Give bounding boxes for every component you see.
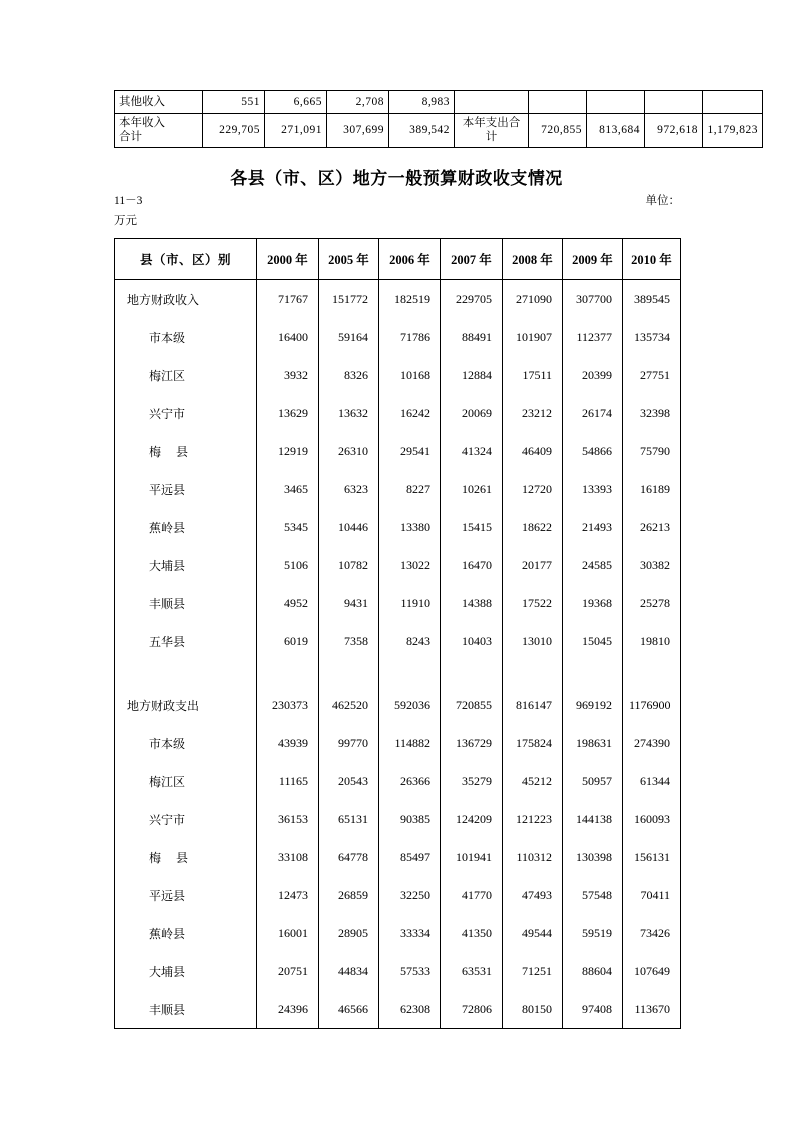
- cell-value: 99770: [319, 724, 379, 762]
- table-row: [115, 546, 681, 584]
- row-label: 梅江区: [115, 356, 257, 394]
- cell-value: 15415: [441, 508, 503, 546]
- section-label: 地方财政收入: [115, 280, 257, 319]
- cell-value: 20177: [503, 546, 563, 584]
- cell-value: 12473: [257, 876, 319, 914]
- row-label: 五华县: [115, 622, 257, 660]
- spacer-cell: [319, 660, 379, 686]
- row-label: 市本级: [115, 318, 257, 356]
- cell-value: 29541: [379, 432, 441, 470]
- table-row: [115, 508, 681, 546]
- cell-value: 33108: [257, 838, 319, 876]
- cell-value: 592036: [379, 686, 441, 724]
- row-label: 丰顺县: [115, 584, 257, 622]
- row-label: 蕉岭县: [115, 914, 257, 952]
- cell-value: 10446: [319, 508, 379, 546]
- cell-value: 63531: [441, 952, 503, 990]
- cell-value: 24585: [563, 546, 623, 584]
- cell-value: 26174: [563, 394, 623, 432]
- cell-value: 121223: [503, 800, 563, 838]
- table-row: [115, 686, 681, 724]
- cell-value: 816147: [503, 686, 563, 724]
- cell-value: 136729: [441, 724, 503, 762]
- cell-value: 57548: [563, 876, 623, 914]
- cell-value: 10168: [379, 356, 441, 394]
- cell-value: 307,699: [327, 114, 389, 148]
- cell-value: 24396: [257, 990, 319, 1029]
- table-row: [115, 114, 763, 148]
- cell-value: 20399: [563, 356, 623, 394]
- cell-value: 26213: [623, 508, 681, 546]
- column-header: 2000 年: [257, 239, 319, 280]
- top-table: [114, 90, 763, 148]
- cell-value: 59519: [563, 914, 623, 952]
- table-row: [115, 91, 763, 114]
- cell-value: 71251: [503, 952, 563, 990]
- cell-value: 13010: [503, 622, 563, 660]
- cell-value: 49544: [503, 914, 563, 952]
- spacer-cell: [623, 660, 681, 686]
- row-label: [115, 114, 203, 148]
- row-label: 兴宁市: [115, 394, 257, 432]
- row-label: 市本级: [115, 724, 257, 762]
- cell-value: 41350: [441, 914, 503, 952]
- table-row: [115, 838, 681, 876]
- cell-value: 13380: [379, 508, 441, 546]
- cell-value: 14388: [441, 584, 503, 622]
- cell-value: 27751: [623, 356, 681, 394]
- cell-value: 20751: [257, 952, 319, 990]
- cell-value: 16001: [257, 914, 319, 952]
- row-label: 梅江区: [115, 762, 257, 800]
- table-spacer-row: [115, 660, 681, 686]
- cell-value: 20069: [441, 394, 503, 432]
- row-label: 平远县: [115, 470, 257, 508]
- cell-value: 389,542: [389, 114, 455, 148]
- cell-value: 45212: [503, 762, 563, 800]
- cell-value: 80150: [503, 990, 563, 1029]
- cell-value: 11165: [257, 762, 319, 800]
- cell-value: 5106: [257, 546, 319, 584]
- cell-value: 124209: [441, 800, 503, 838]
- cell-value: 10782: [319, 546, 379, 584]
- cell-value: 720855: [441, 686, 503, 724]
- cell-value: 2,708: [327, 91, 389, 114]
- cell-value: 30382: [623, 546, 681, 584]
- cell-value: 70411: [623, 876, 681, 914]
- table-row: [115, 914, 681, 952]
- cell-value: [645, 91, 703, 114]
- cell-value: 97408: [563, 990, 623, 1029]
- main-table-container: [114, 238, 680, 1029]
- cell-value: 65131: [319, 800, 379, 838]
- spacer-cell: [503, 660, 563, 686]
- cell-value: 112377: [563, 318, 623, 356]
- page-title: 各县（市、区）地方一般预算财政收支情况: [230, 169, 563, 188]
- row-label-line1: 本年收入: [119, 117, 165, 129]
- finance-table: [114, 238, 681, 1029]
- column-header: 2005 年: [319, 239, 379, 280]
- cell-value: 15045: [563, 622, 623, 660]
- table-row: [115, 800, 681, 838]
- cell-value: [587, 91, 645, 114]
- cell-value: 13629: [257, 394, 319, 432]
- cell-value: 1,179,823: [703, 114, 763, 148]
- cell-value: 61344: [623, 762, 681, 800]
- cell-value: 26310: [319, 432, 379, 470]
- cell-value: 32398: [623, 394, 681, 432]
- cell-value: 71786: [379, 318, 441, 356]
- cell-value: 462520: [319, 686, 379, 724]
- cell-value: 6,665: [265, 91, 327, 114]
- row-label: 梅 县: [115, 838, 257, 876]
- cell-value: 19368: [563, 584, 623, 622]
- cell-value: 57533: [379, 952, 441, 990]
- cell-value: 19810: [623, 622, 681, 660]
- cell-value: 71767: [257, 280, 319, 319]
- table-row: [115, 356, 681, 394]
- cell-value: 10261: [441, 470, 503, 508]
- cell-value: 36153: [257, 800, 319, 838]
- row-right-label: 本年支出合计: [455, 114, 529, 148]
- table-row: [115, 724, 681, 762]
- cell-value: 972,618: [645, 114, 703, 148]
- cell-value: 88491: [441, 318, 503, 356]
- cell-value: 229,705: [203, 114, 265, 148]
- cell-value: 11910: [379, 584, 441, 622]
- cell-value: 8243: [379, 622, 441, 660]
- cell-value: 101941: [441, 838, 503, 876]
- cell-value: 720,855: [529, 114, 587, 148]
- cell-value: 73426: [623, 914, 681, 952]
- unit-value: 万元: [114, 215, 137, 227]
- cell-value: 16189: [623, 470, 681, 508]
- cell-value: 59164: [319, 318, 379, 356]
- cell-value: 230373: [257, 686, 319, 724]
- cell-value: 13632: [319, 394, 379, 432]
- cell-value: 28905: [319, 914, 379, 952]
- cell-value: 813,684: [587, 114, 645, 148]
- cell-value: 144138: [563, 800, 623, 838]
- cell-value: 5345: [257, 508, 319, 546]
- cell-value: 64778: [319, 838, 379, 876]
- table-row: [115, 990, 681, 1029]
- row-label: 大埔县: [115, 952, 257, 990]
- spacer-cell: [257, 660, 319, 686]
- spacer-cell: [563, 660, 623, 686]
- cell-value: 16242: [379, 394, 441, 432]
- cell-value: 198631: [563, 724, 623, 762]
- table-row: [115, 876, 681, 914]
- table-row: [115, 280, 681, 319]
- cell-value: 88604: [563, 952, 623, 990]
- cell-value: 90385: [379, 800, 441, 838]
- cell-value: 75790: [623, 432, 681, 470]
- spacer-cell: [379, 660, 441, 686]
- cell-value: 21493: [563, 508, 623, 546]
- cell-value: 12720: [503, 470, 563, 508]
- cell-value: 7358: [319, 622, 379, 660]
- cell-value: 13393: [563, 470, 623, 508]
- cell-value: 101907: [503, 318, 563, 356]
- row-right-label: [455, 91, 529, 114]
- continued-table: [114, 90, 758, 148]
- cell-value: 26859: [319, 876, 379, 914]
- cell-value: 32250: [379, 876, 441, 914]
- cell-value: 1176900: [623, 686, 681, 724]
- cell-value: 3465: [257, 470, 319, 508]
- cell-value: 229705: [441, 280, 503, 319]
- unit-label: 单位：: [645, 195, 680, 207]
- cell-value: 46566: [319, 990, 379, 1029]
- table-row: [115, 584, 681, 622]
- cell-value: 46409: [503, 432, 563, 470]
- cell-value: 41770: [441, 876, 503, 914]
- cell-value: 17522: [503, 584, 563, 622]
- cell-value: 8,983: [389, 91, 455, 114]
- column-header: 2008 年: [503, 239, 563, 280]
- row-label: 兴宁市: [115, 800, 257, 838]
- cell-value: 271090: [503, 280, 563, 319]
- cell-value: 969192: [563, 686, 623, 724]
- section-label: 地方财政支出: [115, 686, 257, 724]
- cell-value: 274390: [623, 724, 681, 762]
- table-number: 11－3: [114, 195, 143, 207]
- cell-value: 8326: [319, 356, 379, 394]
- cell-value: 23212: [503, 394, 563, 432]
- cell-value: 6323: [319, 470, 379, 508]
- table-row: [115, 318, 681, 356]
- table-row: [115, 762, 681, 800]
- cell-value: 16400: [257, 318, 319, 356]
- cell-value: 13022: [379, 546, 441, 584]
- cell-value: 33334: [379, 914, 441, 952]
- cell-value: 50957: [563, 762, 623, 800]
- table-row: [115, 432, 681, 470]
- column-header: 2007 年: [441, 239, 503, 280]
- cell-value: 182519: [379, 280, 441, 319]
- cell-value: 17511: [503, 356, 563, 394]
- cell-value: 54866: [563, 432, 623, 470]
- table-row: [115, 622, 681, 660]
- cell-value: 44834: [319, 952, 379, 990]
- cell-value: 107649: [623, 952, 681, 990]
- cell-value: 130398: [563, 838, 623, 876]
- row-label: 梅 县: [115, 432, 257, 470]
- cell-value: 16470: [441, 546, 503, 584]
- row-label: 大埔县: [115, 546, 257, 584]
- row-label: 丰顺县: [115, 990, 257, 1029]
- cell-value: 12884: [441, 356, 503, 394]
- cell-value: 135734: [623, 318, 681, 356]
- table-row: [115, 394, 681, 432]
- cell-value: 110312: [503, 838, 563, 876]
- column-header: 2009 年: [563, 239, 623, 280]
- row-label: 平远县: [115, 876, 257, 914]
- cell-value: 10403: [441, 622, 503, 660]
- table-header-row: [115, 239, 681, 280]
- cell-value: 160093: [623, 800, 681, 838]
- cell-value: 156131: [623, 838, 681, 876]
- cell-value: 151772: [319, 280, 379, 319]
- column-header: 2006 年: [379, 239, 441, 280]
- cell-value: 4952: [257, 584, 319, 622]
- cell-value: 12919: [257, 432, 319, 470]
- cell-value: 551: [203, 91, 265, 114]
- cell-value: [703, 91, 763, 114]
- cell-value: 3932: [257, 356, 319, 394]
- cell-value: 35279: [441, 762, 503, 800]
- cell-value: 18622: [503, 508, 563, 546]
- column-header: 2010 年: [623, 239, 681, 280]
- row-label: 其他收入: [115, 91, 203, 114]
- cell-value: 114882: [379, 724, 441, 762]
- cell-value: 43939: [257, 724, 319, 762]
- cell-value: 47493: [503, 876, 563, 914]
- cell-value: 175824: [503, 724, 563, 762]
- cell-value: 85497: [379, 838, 441, 876]
- column-header: 县（市、区）别: [115, 239, 257, 280]
- table-row: [115, 470, 681, 508]
- cell-value: 271,091: [265, 114, 327, 148]
- cell-value: 72806: [441, 990, 503, 1029]
- cell-value: 25278: [623, 584, 681, 622]
- cell-value: [529, 91, 587, 114]
- cell-value: 20543: [319, 762, 379, 800]
- cell-value: 389545: [623, 280, 681, 319]
- spacer-cell: [441, 660, 503, 686]
- cell-value: 8227: [379, 470, 441, 508]
- spacer-cell: [115, 660, 257, 686]
- cell-value: 9431: [319, 584, 379, 622]
- cell-value: 41324: [441, 432, 503, 470]
- table-row: [115, 952, 681, 990]
- cell-value: 6019: [257, 622, 319, 660]
- cell-value: 307700: [563, 280, 623, 319]
- cell-value: 113670: [623, 990, 681, 1029]
- row-label-line2: 合计: [119, 131, 142, 144]
- row-label: 蕉岭县: [115, 508, 257, 546]
- cell-value: 26366: [379, 762, 441, 800]
- cell-value: 62308: [379, 990, 441, 1029]
